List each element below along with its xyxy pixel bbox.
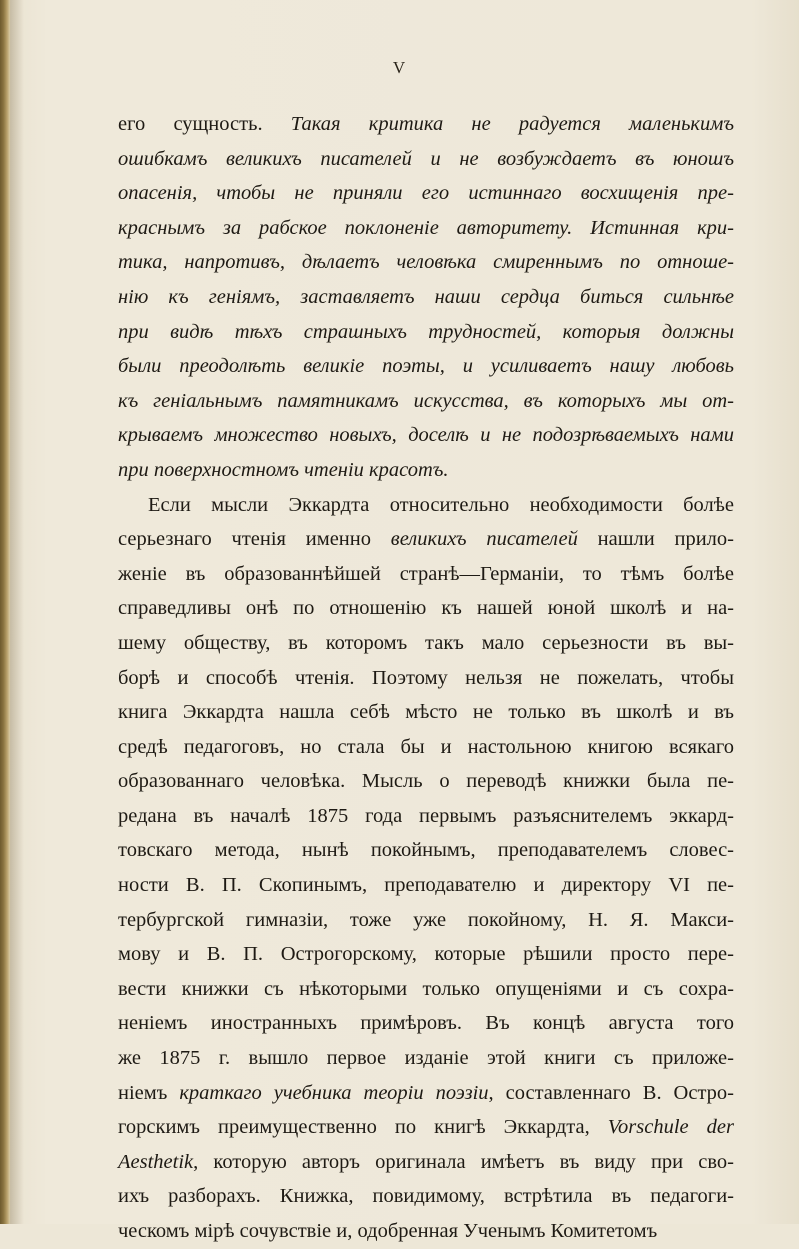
text-line	[118, 1214, 734, 1249]
text-line	[118, 833, 734, 868]
text-line	[118, 557, 734, 592]
text-line	[118, 799, 734, 834]
text-line	[118, 591, 734, 626]
italic-text: къ геніальнымъ памятникамъ искусства, въ которыхъ мы от-	[118, 389, 734, 412]
text-line	[118, 107, 734, 142]
text-segment: редана въ началѣ 1875 года первымъ разъяснителемъ эккард-	[118, 804, 734, 827]
binding-edge	[0, 0, 10, 1224]
text-line	[118, 695, 734, 730]
text-line	[118, 522, 734, 557]
text-line	[118, 764, 734, 799]
italic-text: тика, напротивъ, дѣлаетъ человѣка смиреннымъ по отноше-	[118, 251, 734, 274]
text-segment: вести книжки съ нѣкоторыми только опущеніями и съ сохра-	[118, 977, 734, 1000]
italic-text: краткаго учебника теоріи поэзіи	[179, 1081, 489, 1104]
text-segment: , которую авторъ оригинала имѣетъ въ виду при сво-	[193, 1150, 734, 1173]
text-segment: ческомъ мірѣ сочувствіе и, одобренная Ученымъ Комитетомъ	[118, 1220, 658, 1242]
text-line	[118, 315, 734, 350]
italic-text: крываемъ множество новыхъ, доселѣ и не подозрѣваемыхъ нами	[118, 424, 734, 447]
text-segment: ности В. П. Скопинымъ, преподавателю и директору VI пе-	[118, 874, 734, 897]
text-line	[118, 1006, 734, 1041]
italic-text: ошибкамъ великихъ писателей и не возбуждаетъ въ юношъ	[118, 147, 734, 170]
binding-shadow	[10, 0, 24, 1224]
text-line	[118, 142, 734, 177]
body-text	[118, 107, 734, 1249]
text-line	[118, 1076, 734, 1111]
page-number: V	[392, 58, 407, 77]
text-segment: тербургской гимназіи, тоже уже покойному, Н. Я. Макси-	[118, 908, 734, 931]
italic-text: Aesthetik	[118, 1150, 194, 1173]
text-line	[118, 453, 734, 488]
italic-text: были преодолѣть великіе поэты, и усиливаетъ нашу любовь	[118, 355, 734, 378]
text-segment: серьезнаго чтенія именно	[118, 528, 391, 551]
text-segment: же 1875 г. вышло первое изданіе этой книги съ приложе-	[118, 1047, 734, 1070]
text-line	[118, 1041, 734, 1076]
text-line	[118, 176, 734, 211]
text-segment: неніемъ иностранныхъ примѣровъ. Въ концѣ августа того	[118, 1012, 734, 1035]
text-segment: справедливы онѣ по отношенію къ нашей юной школѣ и на-	[118, 597, 734, 620]
text-line	[118, 972, 734, 1007]
text-line	[118, 1179, 734, 1214]
text-line	[118, 1110, 734, 1145]
text-segment: нашли прило-	[577, 528, 734, 551]
text-line	[118, 488, 734, 523]
text-line	[118, 730, 734, 765]
text-line	[118, 937, 734, 972]
text-line	[118, 903, 734, 938]
italic-text: краснымъ за рабское поклоненіе авторитету. Истинная кри-	[118, 216, 734, 239]
text-segment: , составленнаго В. Остро-	[488, 1081, 734, 1104]
text-segment: образованнаго человѣка. Мысль о переводѣ книжки была пе-	[118, 770, 734, 793]
text-line	[118, 1145, 734, 1180]
text-segment: женіе въ образованнѣйшей странѣ—Германіи, то тѣмъ болѣе	[118, 562, 734, 585]
text-segment: Если мысли Эккардта относительно необходимости болѣе	[148, 493, 734, 516]
italic-text: Vorschule der	[607, 1116, 734, 1139]
text-line	[118, 661, 734, 696]
text-segment: ихъ разборахъ. Книжка, повидимому, встрѣтила въ педагоги-	[118, 1185, 734, 1208]
text-segment: горскимъ преимущественно по книгѣ Эккардта,	[118, 1116, 608, 1139]
text-line	[118, 626, 734, 661]
text-line	[118, 211, 734, 246]
italic-text: опасенія, чтобы не приняли его истиннаго восхищенія пре-	[118, 182, 734, 205]
text-segment: его сущность.	[118, 113, 291, 135]
text-line	[118, 280, 734, 315]
italic-text: нію къ геніямъ, заставляетъ наши сердца биться сильнѣе	[118, 285, 734, 308]
italic-text: при видѣ тѣхъ страшныхъ трудностей, которыя должны	[118, 320, 734, 343]
text-line	[118, 349, 734, 384]
italic-text: великихъ писателей	[390, 528, 578, 551]
text-line	[118, 384, 734, 419]
text-segment: товскаго метода, нынѣ покойнымъ, преподавателемъ словес-	[118, 839, 734, 862]
text-segment: мову и В. П. Острогорскому, которые рѣшили просто пере-	[118, 943, 734, 966]
text-segment: ніемъ	[118, 1081, 180, 1104]
text-segment: борѣ и способѣ чтенія. Поэтому нельзя не пожелать, чтобы	[118, 666, 734, 689]
text-segment: шему обществу, въ которомъ такъ мало серьезности въ вы-	[118, 631, 734, 654]
text-line	[118, 868, 734, 903]
italic-text: при поверхностномъ чтеніи красотъ.	[118, 458, 449, 481]
text-segment: средѣ педагоговъ, но стала бы и настольною книгою всякаго	[118, 735, 734, 758]
text-line	[118, 245, 734, 280]
italic-text: Такая критика не радуется маленькимъ	[290, 113, 734, 135]
text-segment: книга Эккардта нашла себѣ мѣсто не только въ школѣ и въ	[118, 701, 734, 724]
text-line	[118, 418, 734, 453]
